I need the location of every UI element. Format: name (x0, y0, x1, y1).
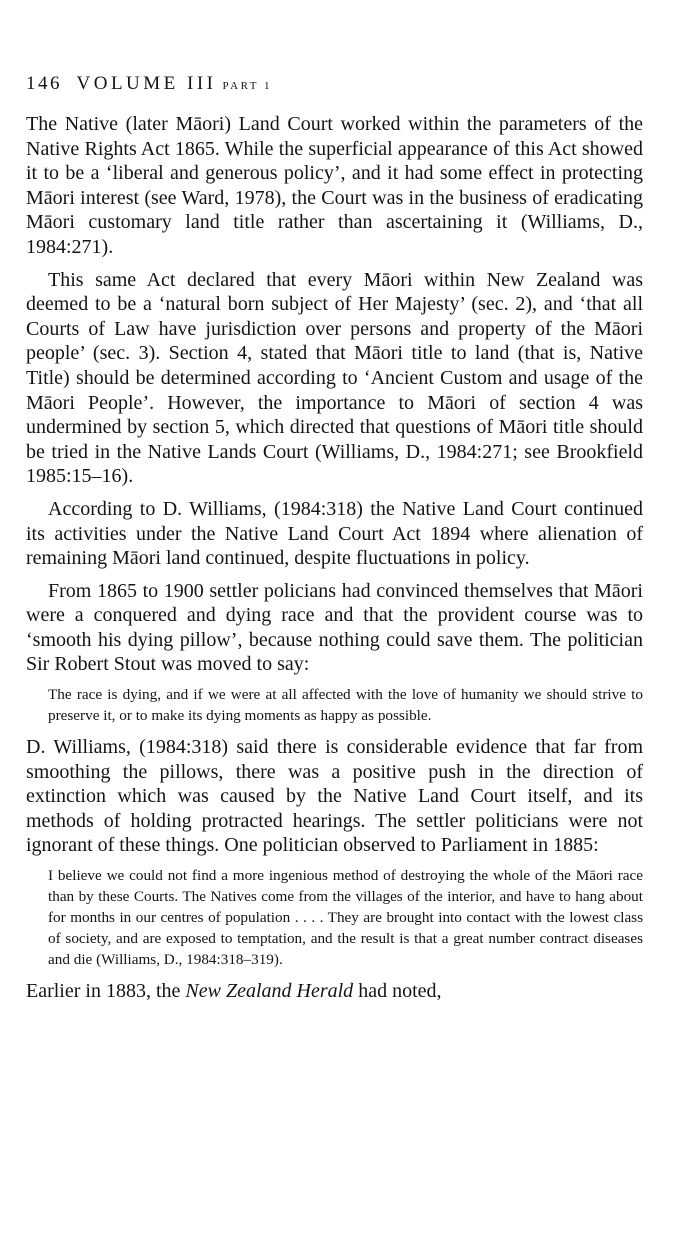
paragraph-2: This same Act declared that every Māori within New Zealand was deemed to be a ‘natural born subject of Her Majesty’ (sec. 2), and ‘that all Courts of Law have jurisdiction over persons and property of the Māori people’ (sec. 3). Section 4, stated that Māori title to land (that is, Native Title) should be determined according to ‘Ancient Custom and usage of the Māori People’. However, the importance to Māori of section 4 was undermined by section 5, which directed that questions of Māori title should be tried in the Native Lands Court (Williams, D., 1984:271; see Brookfield 1985:15–16). (26, 268, 643, 488)
block-quote-parliament: I believe we could not find a more ingenious method of destroying the whole of the Māori race than by these Courts. The Natives come from the villages of the interior, and have to hang about for months in our centres of population . . . . They are brought into contact with the lowest class of society, and are exposed to temptation, and the result is that a great number contract diseases and die (Williams, D., 1984:318–319). (48, 867, 643, 969)
volume-label: VOLUME III (76, 73, 217, 94)
paragraph-1: The Native (later Māori) Land Court worked within the parameters of the Native Rights Act 1865. While the superficial appearance of this Act showed it to be a ‘liberal and generous policy’, and it had some effect in protecting Māori interest (see Ward, 1978), the Court was in the business of eradicating Māori customary land title rather than ascertaining it (Williams, D., 1984:271). (26, 113, 643, 258)
running-head (26, 72, 643, 98)
paragraph-3: According to D. Williams, (1984:318) the Native Land Court continued its activities under the Native Land Court Act 1894 where alienation of remaining Māori land continued, despite fluctuations in policy. (26, 497, 643, 570)
paragraph-4: From 1865 to 1900 settler policians had convinced themselves that Māori were a conquered and dying race and that the provident course was to ‘smooth his dying pillow’, because nothing could save them. The politician Sir Robert Stout was moved to say: (26, 579, 643, 676)
paragraph-6-tail: had noted, (353, 980, 442, 1003)
newspaper-title: New Zealand Herald (185, 980, 354, 1003)
block-quote-stout: The race is dying, and if we were at all affected with the love of humanity we should strive to preserve it, or to make its dying moments as happy as possible. (48, 686, 643, 725)
document-page (26, 72, 643, 1004)
part-label: PART 1 (222, 80, 273, 92)
page-number: 146 (26, 73, 62, 94)
paragraph-6 (26, 979, 643, 1004)
paragraph-6-lead: Earlier in 1883, the (26, 980, 186, 1003)
paragraph-5: D. Williams, (1984:318) said there is considerable evidence that far from smoothing the pillows, there was a positive push in the direction of extinction which was caused by the Native Land Court itself, and its methods of holding protracted hearings. The settler politicians were not ignorant of these things. One politician observed to Parliament in 1885: (26, 736, 643, 857)
